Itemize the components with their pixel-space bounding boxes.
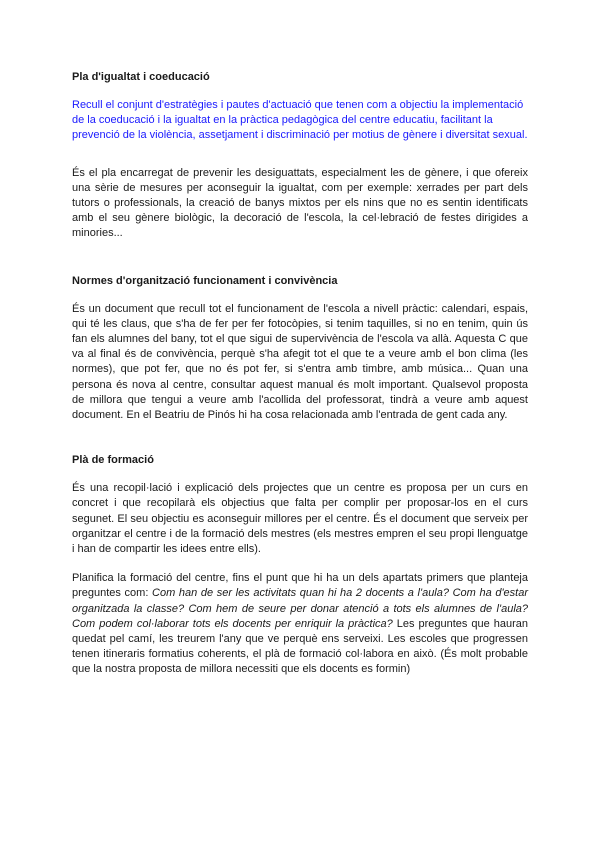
section-title-equality-plan: Pla d'igualtat i coeducació — [72, 71, 210, 83]
training-plan-body-1: És una recopil·lació i explicació dels projectes que un centre es proposa per un curs en concret i que recopilarà els objectius que falta per complir per proposar-los en el curs segunet. El seu objectiu es aconseguir millores per el centre. És el document que serveix per organitzar el centre i de la formació dels mestres (els mestres empren el seu propi llenguatge i han de compartir les idees entre ells). — [72, 482, 528, 556]
section-title-training-plan: Plà de formació — [72, 454, 154, 467]
equality-plan-body: És el pla encarregat de prevenir les desiguattats, especialment les de gènere, i que ofereix una sèrie de mesures per aconseguir la igualtat, com per exemple: xerrades per part dels tutors o professionals, la creació de banys mixtos per els nins que no es sentin identificats amb el seu gènere biològic, la decoració de l'escola, la cel·lebració de festes dirigides a minories... — [72, 166, 528, 240]
organization-norms-body: És un document que recull tot el funcionament de l'escola a nivell pràctic: calendari, espais, qui té les claus, que s'ha de fer per fer fotocòpies, si tenim taquilles, si no en tenim, quin ús fan els alumnes del bany, tot el que sigui de supervivència de l'escola va allà. Aquesta C que va al final és de convivència, perquè s'ha afegit tot el que te a veure amb el bon clima (les normes), que pot fer, que no és pot fer, si s'entra amb timbre, amb música... Quan una persona és nova al centre, consultar aquest manual és molt important. Qualsevol proposta de millora que tengui a veure amb l'acollida del professorat, tindrà a veure amb aquest document. En el Beatriu de Pinós hi ha cosa relacionada amb l'entrada de gent cada any. — [72, 302, 528, 422]
training-plan-questions: Com han de ser les activitats quan hi ha 2 docents a l'aula? Com ha d'estar organitzada la classe? Com hem de seure per donar atenció a tots els alumnes de l'aula? Com podem col·laborar tots els docents per enriquir la pràctica? — [72, 587, 529, 630]
training-plan-body-2 — [72, 571, 528, 677]
equality-plan-definition: Recull el conjunt d'estratègies i pautes d'actuació que tenen com a objectiu la implementació de la coeducació i la igualtat en la pràctica pedagògica del centre educatiu, facilitant la prevenció de la violència, assetjament i discriminació per motius de gènere i diversitat sexual. — [72, 99, 528, 142]
section-title-organization-norms: Normes d'organització funcionament i convivència — [72, 274, 338, 287]
training-plan-body-2-start: Planifica la formació del centre, fins el punt que hi ha un dels apartats primers que planteja preguntes com: — [72, 572, 528, 600]
training-plan-body-2-end: Les preguntes que hauran quedat pel camí, les treurem l'any que ve perquè ens serveixi. Les escoles que progressen tenen itineraris formatius coherents, el plà de formació col·labora en això. (És molt probable que la nostra proposta de millora necessiti que els docents es formin) — [72, 617, 528, 676]
